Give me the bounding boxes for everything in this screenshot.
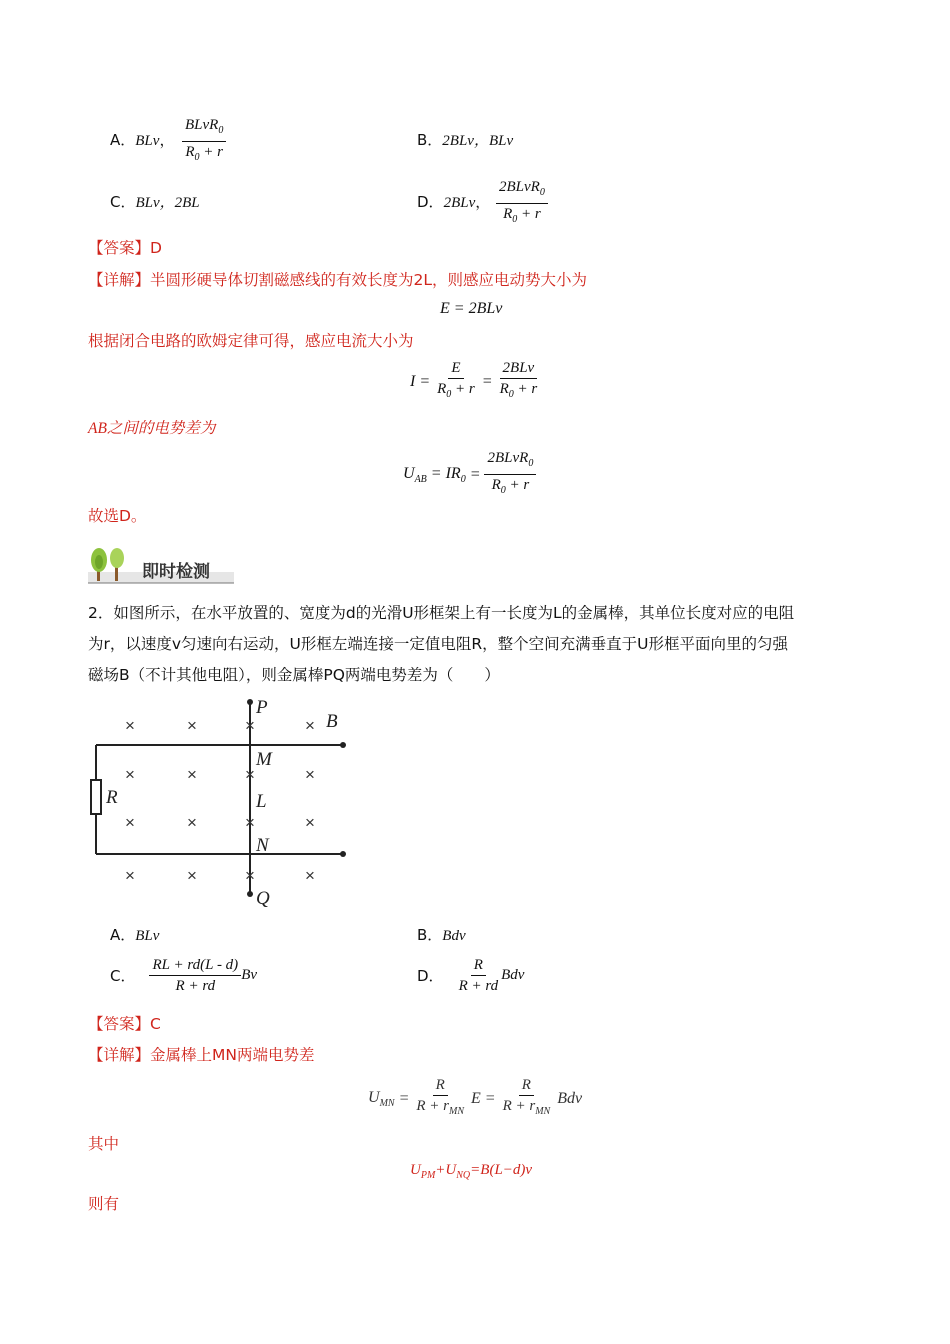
section-title: 即时检测	[142, 562, 210, 582]
cross-mark: ×	[305, 765, 315, 784]
q1-eq3: $U_{AB}$ = $IR_0$ = $\frac{2BLvR_0}{R_0 + r}$	[403, 448, 536, 501]
cross-mark: ×	[125, 866, 135, 885]
q2-line3: 则有	[88, 1195, 120, 1213]
label-n: N	[256, 835, 269, 856]
cross-mark: ×	[245, 813, 255, 832]
q1-answer: 【答案】D	[88, 239, 162, 257]
q1-conclusion: 故选D。	[88, 507, 147, 525]
q2-answer: 【答案】C	[88, 1015, 161, 1033]
cross-mark: ×	[245, 716, 255, 735]
q1-eq1: E = 2BLv	[440, 300, 503, 317]
q2-eq2: $U_{PM}+U_{NQ}=B(L-d)v$	[410, 1162, 533, 1181]
label-l: L	[256, 791, 267, 812]
option-a: A．BLv，	[110, 131, 175, 149]
q2-stem-line1: 2．如图所示，在水平放置的、宽度为d的光滑U形框架上有一长度为L的金属棒，其单位长度对应的电阻	[88, 604, 795, 622]
cross-mark: ×	[187, 866, 197, 885]
q2-option-b: B．Bdv	[417, 926, 466, 944]
cross-mark: ×	[125, 716, 135, 735]
option-b: B．2BLv，BLv	[417, 131, 514, 149]
q2-option-d: D． $\frac{R}{R + rd}$ Bdv	[417, 957, 525, 994]
label-m: M	[256, 749, 272, 770]
label-b: B	[326, 711, 338, 732]
q2-stem-line2: 为r，以速度v匀速向右运动，U形框左端连接一定值电阻R，整个空间充满垂直于U形框平面向里的匀强	[88, 635, 789, 653]
cross-mark: ×	[125, 765, 135, 784]
q2-stem-line3: 磁场B（不计其他电阻），则金属棒PQ两端电势差为（ ）	[88, 666, 500, 684]
q2-option-c: C． $\frac{RL + rd(L - d)}{R + rd}$ Bv	[110, 957, 258, 994]
option-a-fraction: $\frac{BLvR_0}{R_0 + r}$	[182, 115, 226, 168]
cross-mark: ×	[125, 813, 135, 832]
cross-mark: ×	[245, 765, 255, 784]
cross-mark: ×	[187, 765, 197, 784]
circuit-figure	[88, 692, 368, 912]
cross-mark: ×	[187, 813, 197, 832]
option-d-fraction: $\frac{2BLvR_0}{R_0 + r}$	[496, 177, 548, 230]
label-q: Q	[256, 888, 270, 909]
option-d: D．2BLv，	[417, 193, 491, 211]
magnetic-field-crosses	[125, 716, 315, 885]
q1-line2: 根据闭合电路的欧姆定律可得，感应电流大小为	[88, 332, 414, 350]
circuit-diagram	[88, 692, 368, 912]
label-p: P	[256, 697, 268, 718]
q2-option-a: A．BLv	[110, 926, 160, 944]
cross-mark: ×	[305, 866, 315, 885]
label-r: R	[106, 787, 118, 808]
q2-line2: 其中	[88, 1135, 120, 1153]
cross-mark: ×	[305, 813, 315, 832]
cross-mark: ×	[187, 716, 197, 735]
q1-line3: AB之间的电势差为	[88, 420, 216, 437]
q2-eq1: $U_{MN}$ = $\frac{R}{R + r_{MN}}$ E = $\frac{R}{R + r_{MN}}$ Bdv	[368, 1077, 583, 1117]
option-c: C．BLv，2BL	[110, 193, 200, 211]
q2-detail: 【详解】金属棒上MN两端电势差	[88, 1046, 315, 1064]
q1-eq2: I = $\frac{E}{R_0 + r}$ = $\frac{\text{2BLv}}{R_0 + r}$	[410, 360, 538, 400]
cross-mark: ×	[245, 866, 255, 885]
cross-mark: ×	[305, 716, 315, 735]
q1-detail: 【详解】半圆形硬导体切割磁感线的有效长度为2L，则感应电动势大小为	[88, 271, 588, 289]
